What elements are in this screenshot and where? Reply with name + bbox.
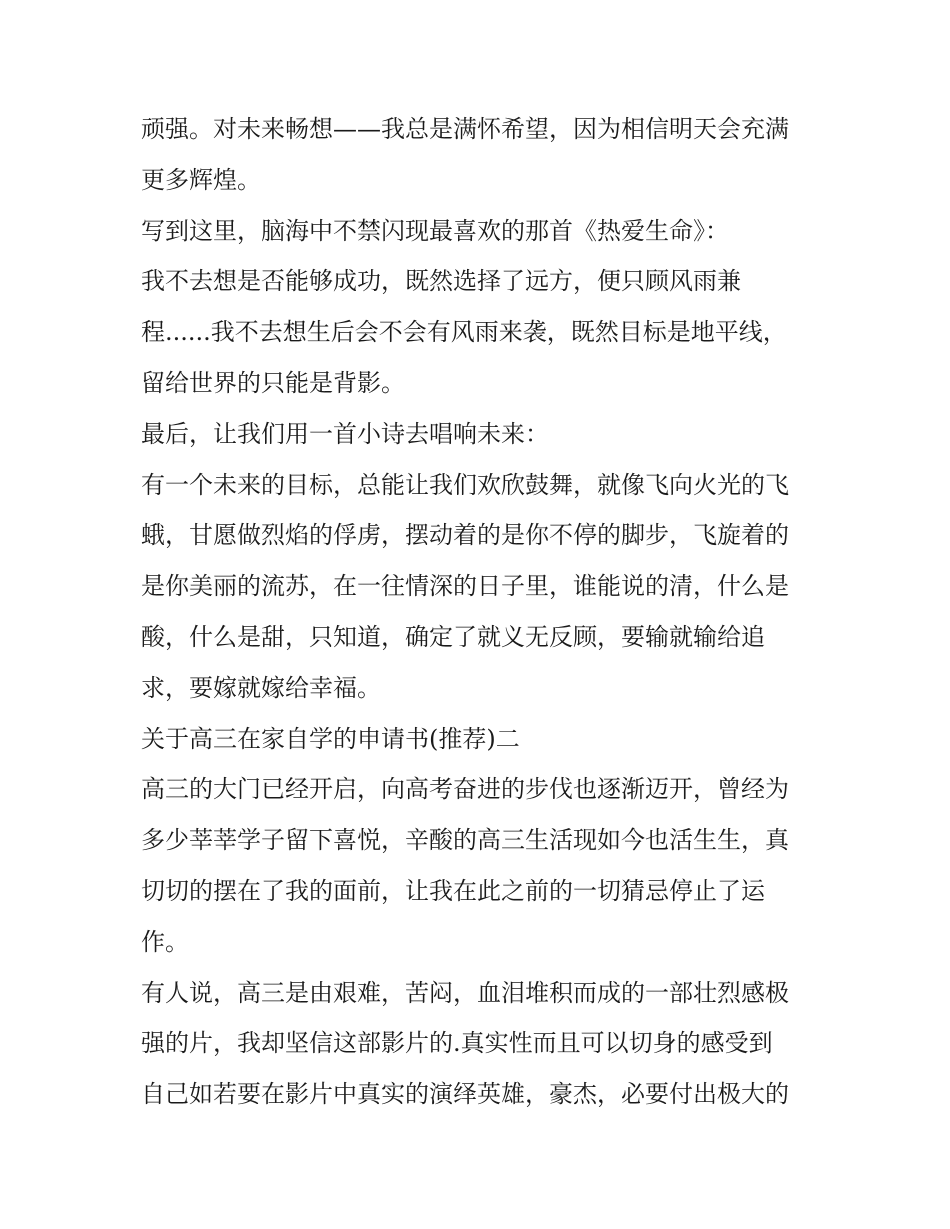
text-line: 有人说，高三是由艰难，苦闷，血泪堆积而成的一部壮烈感极 <box>141 978 789 1007</box>
text-line: 强的片，我却坚信这部影片的.真实性而且可以切身的感受到 <box>141 1029 773 1058</box>
text-line: 顽强。对未来畅想——我总是满怀希望，因为相信明天会充满 <box>141 115 789 143</box>
text-line: 求，要嫁就嫁给幸福。 <box>141 673 381 702</box>
text-line: 切切的摆在了我的面前，让我在此之前的一切猜忌停止了运 <box>141 876 765 905</box>
text-line: 最后，让我们用一首小诗去唱响未来： <box>141 419 549 448</box>
text-line: 作。 <box>141 927 189 956</box>
text-line: 我不去想是否能够成功，既然选择了远方，便只顾风雨兼 <box>141 267 741 296</box>
text-line: 自己如若要在影片中真实的演绎英雄，豪杰，必要付出极大的 <box>141 1080 789 1109</box>
text-line: 高三的大门已经开启，向高考奋进的步伐也逐渐迈开，曾经为 <box>141 775 789 804</box>
text-line: 留给世界的只能是背影。 <box>141 368 405 397</box>
text-line: 更多辉煌。 <box>141 165 261 194</box>
text-line: 有一个未来的目标，总能让我们欢欣鼓舞，就像飞向火光的飞 <box>141 470 789 499</box>
text-line: 程......我不去想生后会不会有风雨来袭，既然目标是地平线， <box>141 318 787 347</box>
text-line: 写到这里，脑海中不禁闪现最喜欢的那首《热爱生命》： <box>141 216 729 245</box>
text-line: 是你美丽的流苏，在一往情深的日子里，谁能说的清，什么是 <box>141 572 789 601</box>
text-line: 酸，什么是甜，只知道，确定了就义无反顾，要输就输给追 <box>141 622 765 651</box>
text-line: 多少莘莘学子留下喜悦，辛酸的高三生活现如今也活生生，真 <box>141 826 789 855</box>
section-heading: 关于高三在家自学的申请书(推荐)二 <box>141 724 520 753</box>
text-line: 蛾，甘愿做烈焰的俘虏，摆动着的是你不停的脚步，飞旋着的 <box>141 521 789 550</box>
document-body <box>141 104 821 1120</box>
